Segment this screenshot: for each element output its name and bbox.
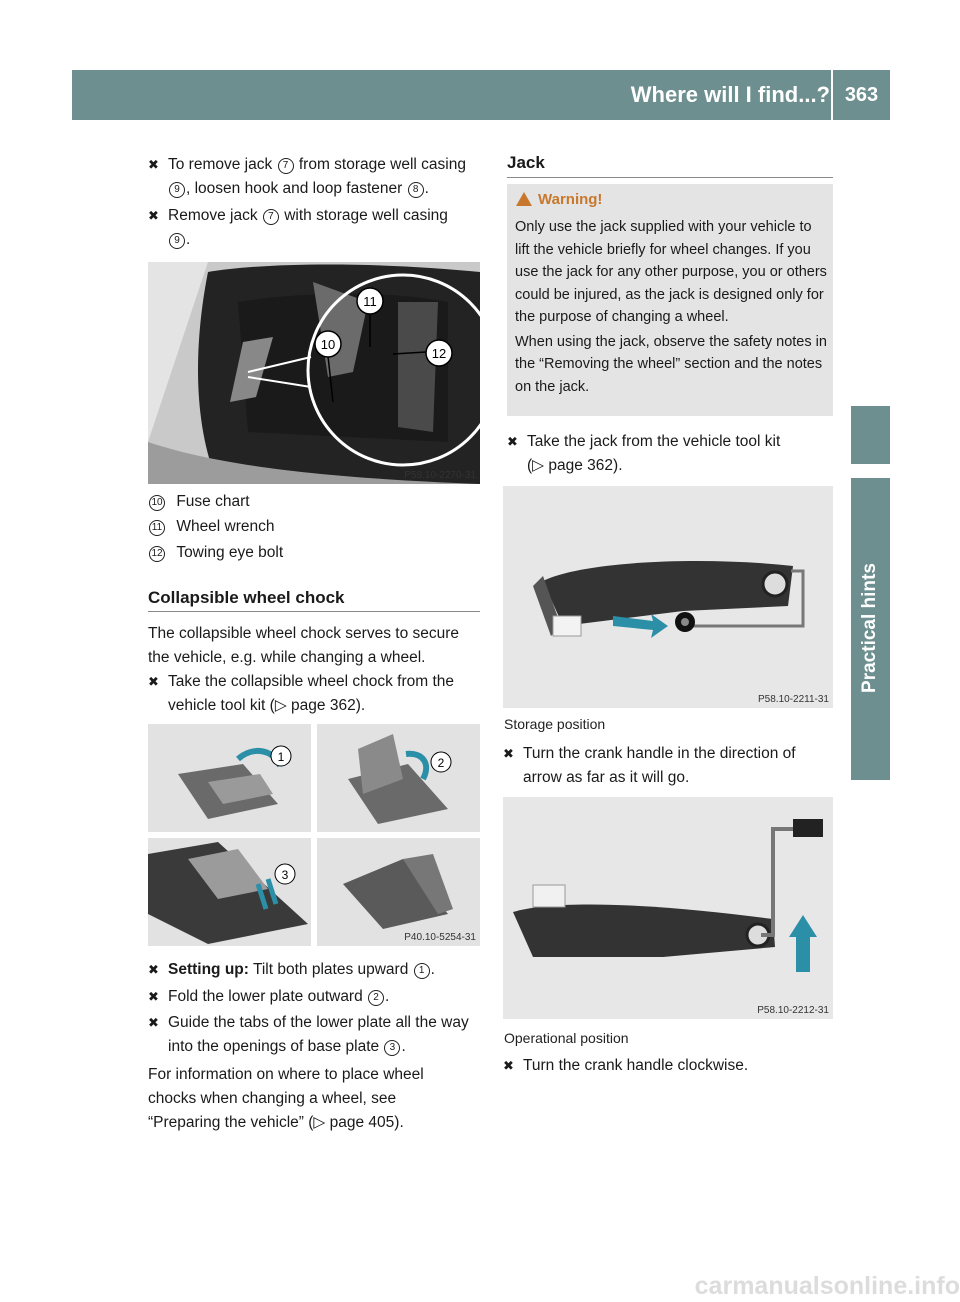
bullet-text: with storage well casing [279,207,448,224]
jack-heading: Jack [507,153,545,172]
marker-label: 10 [320,337,336,352]
bullet-remove-jack-casing [148,204,508,252]
warning-paragraph: Only use the jack supplied with your vehicle to lift the vehicle briefly for wheel changes. If you use the jack for any other purpose, you or others could be injured, as the jack is designed only for the purpose of changing a wheel. [515,219,827,325]
bullet-text: . [401,1038,406,1055]
legend-item [148,515,275,539]
figure-id: P58.10-2270-31 [404,470,476,481]
heading-rule [507,177,833,178]
jack-operational-figure [503,797,833,1019]
heading-rule [148,611,480,612]
bullet-arrow-icon: ✖ [503,1058,514,1073]
closing-line: For information on where to place wheel [148,1066,424,1083]
bullet-fold [148,985,508,1009]
figure-id: P40.10-5254-31 [404,932,476,943]
ref-number: 9 [169,182,185,198]
bullet-arrow-icon: ✖ [148,208,159,223]
bullet-text: vehicle tool kit (▷ page 362). [168,697,366,714]
bullet-arrow-icon: ✖ [148,157,159,172]
bullet-guide-tabs [148,1011,508,1059]
bold-label: Setting up: [168,961,249,978]
bullet-text: (▷ page 362). [527,457,623,474]
ref-number: 7 [263,209,279,225]
ref-number: 3 [384,1040,400,1056]
page-title: Where will I find...? [630,82,830,107]
bullet-text: . [430,961,435,978]
figure-id: P58.10-2211-31 [758,694,829,705]
jack-operational-illustration [503,797,833,1019]
bullet-arrow-icon: ✖ [148,962,159,977]
bullet-text: Fold the lower plate outward [168,988,368,1005]
bullet-text: . [424,180,429,197]
legend-item [148,541,283,565]
bullet-arrow-icon: ✖ [148,1015,159,1030]
legend-number: 11 [149,520,165,536]
figure-caption: Storage position [504,716,606,732]
intro-paragraph [148,622,488,670]
trunk-photo [148,262,480,484]
marker-label: 12 [431,346,447,361]
legend-item [148,490,250,514]
bullet-arrow-icon: ✖ [148,674,159,689]
ref-number: 2 [368,990,384,1006]
wheel-chock-illustration [148,724,480,946]
closing-line: chocks when changing a wheel, see [148,1090,397,1107]
bullet-text: Tilt both plates upward [248,961,413,978]
closing-line: “Preparing the vehicle” (▷ page 405). [148,1114,404,1131]
jack-storage-illustration [503,486,833,708]
warning-body [515,216,829,398]
bullet-text: into the openings of base plate [168,1038,384,1055]
ref-number: 9 [169,233,185,249]
bullet-turn-clockwise [503,1054,857,1078]
ref-number: 8 [408,182,424,198]
bullet-arrow-icon: ✖ [148,989,159,1004]
bullet-text: To remove jack [168,156,277,173]
legend-label: Fuse chart [176,493,250,510]
legend-number: 12 [149,546,165,562]
bullet-take-chock [148,670,508,718]
bullet-text: Guide the tabs of the lower plate all the way [168,1014,469,1031]
intro-line: the vehicle, e.g. while changing a wheel. [148,649,426,666]
warning-triangle-icon [516,192,532,206]
bullet-text: Turn the crank handle in the direction of [523,745,796,762]
bullet-text: , loosen hook and loop fastener [186,180,407,197]
warning-paragraph: When using the jack, observe the safety notes in the “Removing the wheel” section and the notes on the jack. [515,333,827,395]
footer-watermark[interactable]: carmanualsonline.info [694,1272,960,1300]
bullet-turn-crank [503,742,857,790]
marker-label: 11 [363,294,377,309]
bullet-arrow-icon: ✖ [507,434,518,449]
warning-title: Warning! [538,191,603,208]
section-heading: Collapsible wheel chock [148,588,345,607]
bullet-arrow-icon: ✖ [503,746,514,761]
bullet-text: . [385,988,390,1005]
marker-label: 2 [437,756,445,770]
ref-number: 7 [278,158,294,174]
legend-label: Wheel wrench [176,518,275,535]
figure-id: P58.10-2212-31 [757,1005,829,1016]
bullet-text: Turn the crank handle clockwise. [523,1057,749,1074]
warning-heading [516,191,602,208]
legend-number: 10 [149,495,165,511]
intro-line: The collapsible wheel chock serves to secure [148,625,460,642]
ref-number: 1 [414,963,430,979]
bullet-text: Take the jack from the vehicle tool kit [527,433,781,450]
trunk-illustration [148,262,480,484]
closing-paragraph [148,1063,488,1135]
page-number: 363 [844,84,879,106]
bullet-remove-jack [148,153,508,201]
side-tab-label: Practical hints [859,563,880,693]
bullet-text: arrow as far as it will go. [523,769,690,786]
bullet-text: Take the collapsible wheel chock from the [168,673,455,690]
bullet-take-jack [507,430,857,478]
jack-storage-figure [503,486,833,708]
bullet-text: . [186,231,191,248]
wheel-chock-figure [148,724,480,946]
bullet-text: from storage well casing [294,156,466,173]
figure-caption: Operational position [504,1030,629,1046]
bullet-setting-up [148,958,508,982]
legend-label: Towing eye bolt [176,544,284,561]
marker-label: 3 [281,868,289,882]
marker-label: 1 [277,750,285,764]
bullet-text: Remove jack [168,207,262,224]
